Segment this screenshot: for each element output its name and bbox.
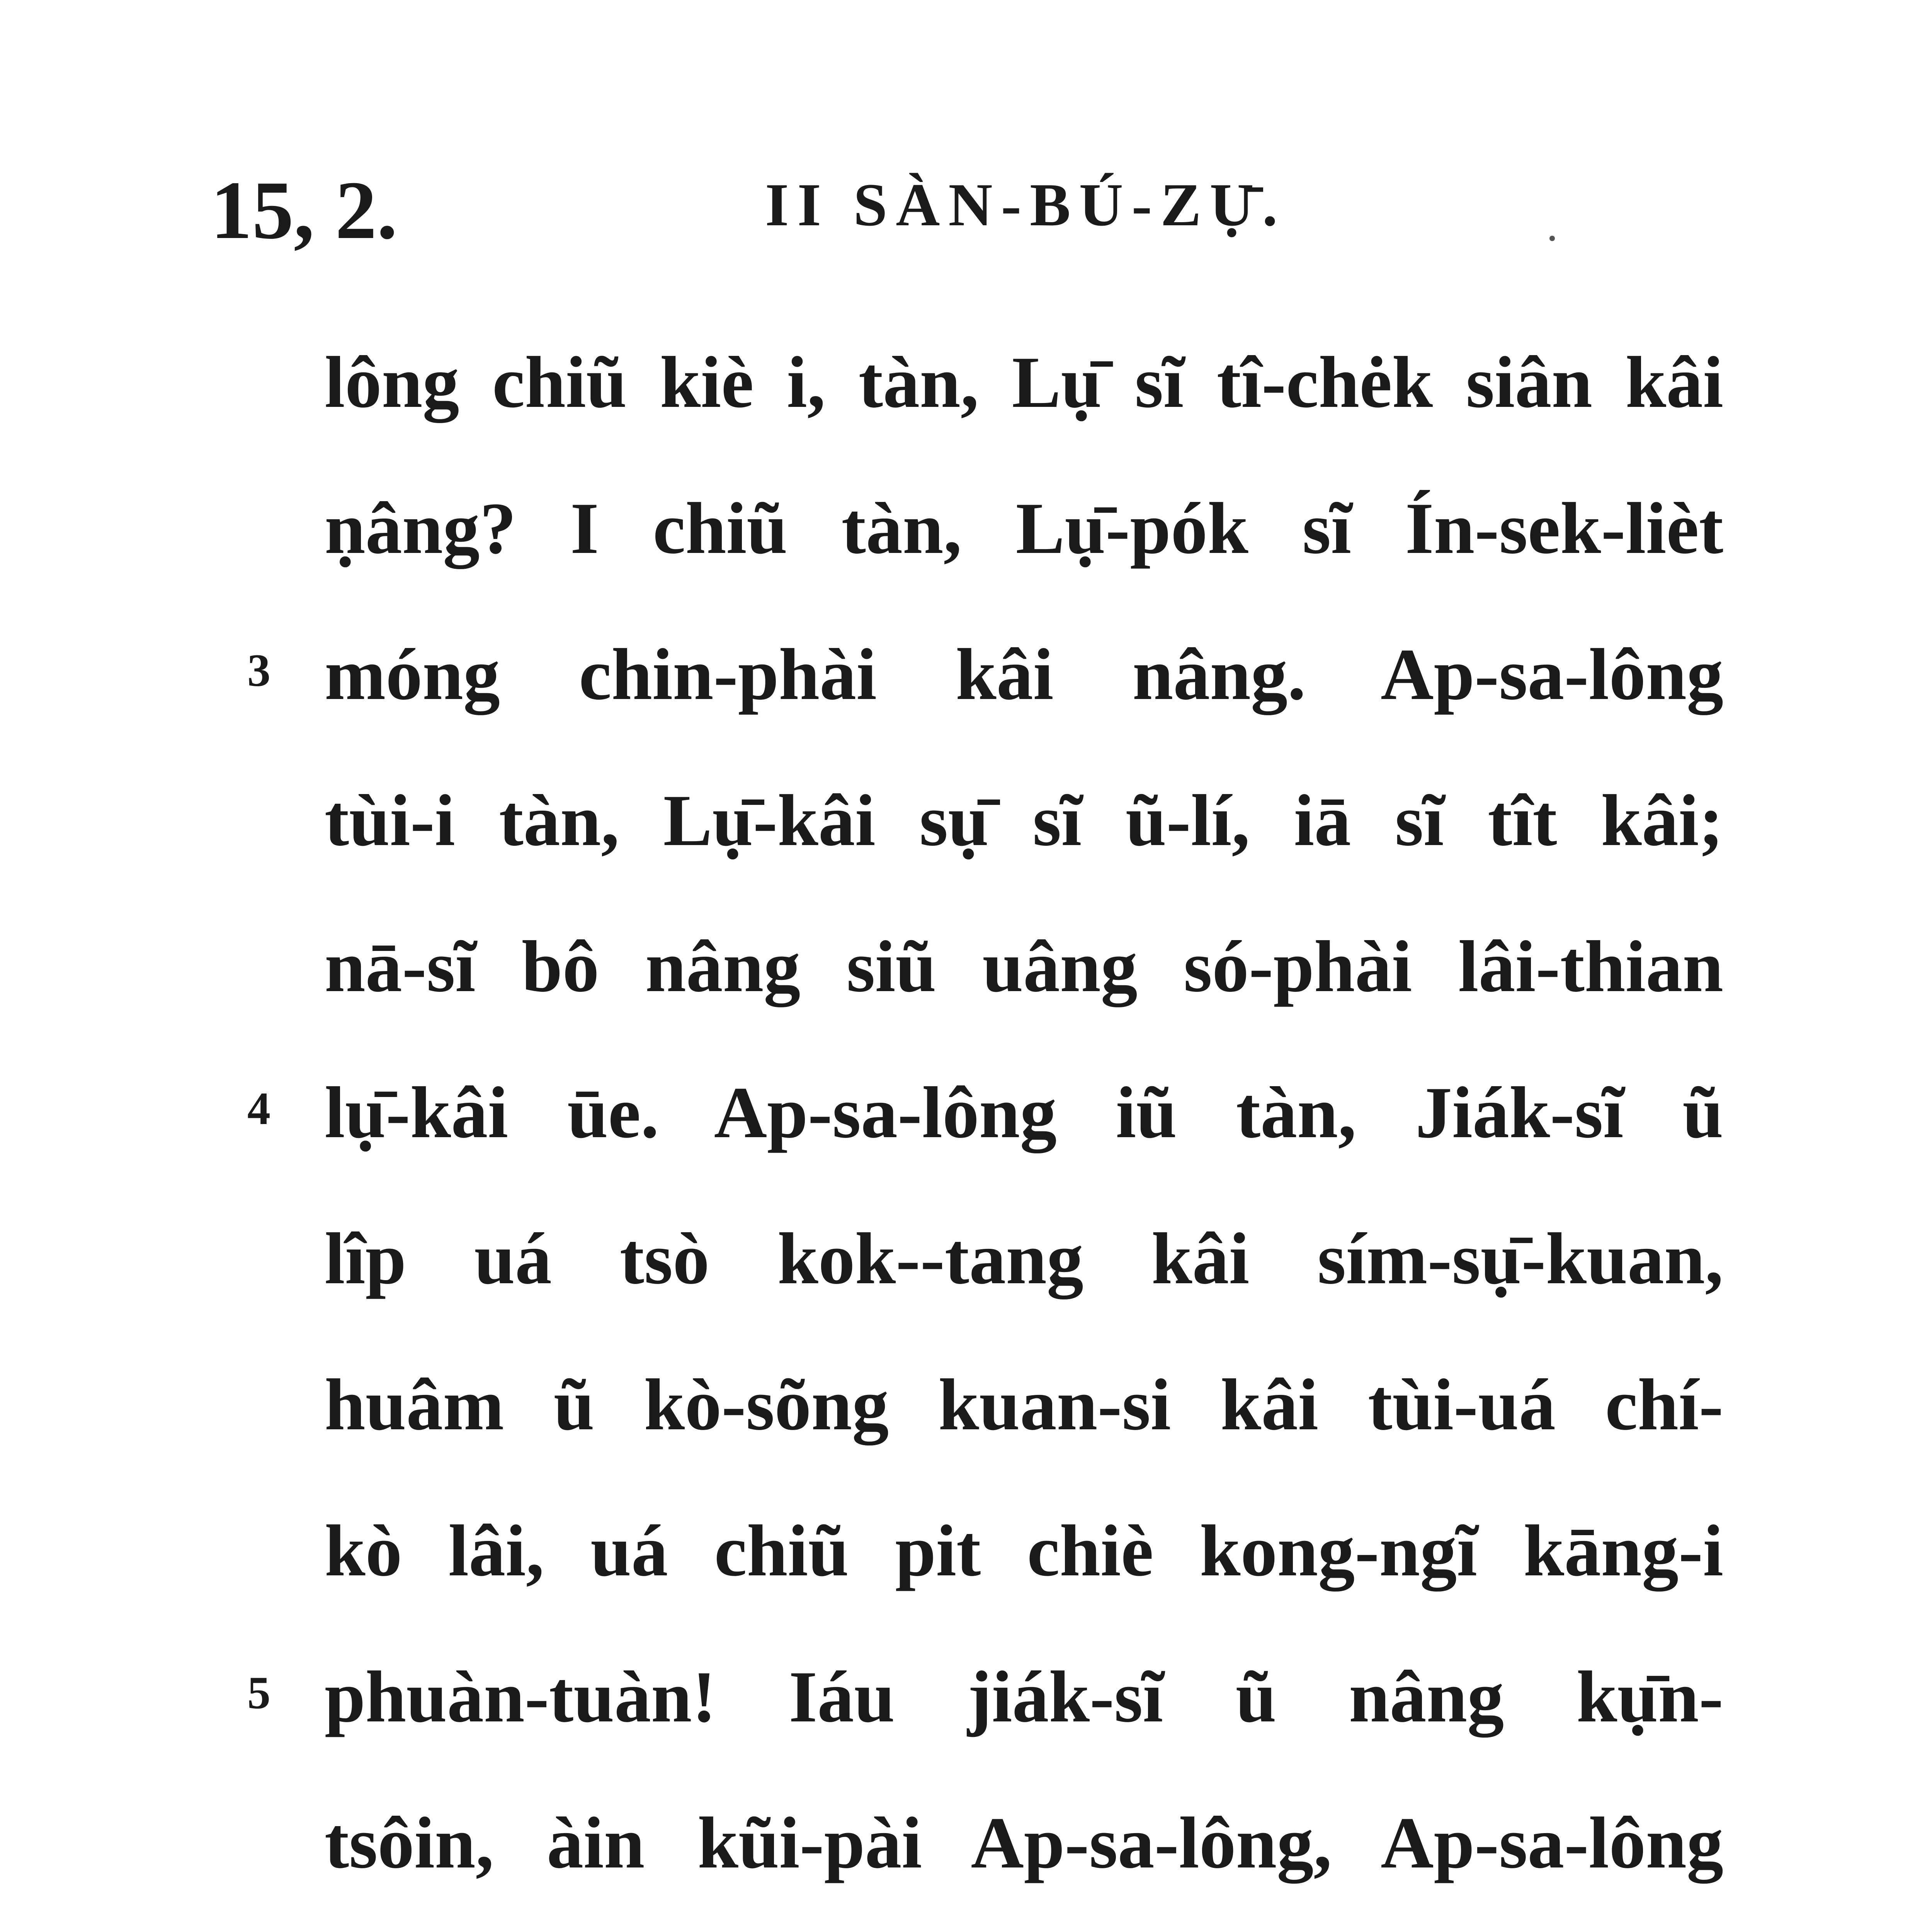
verse-number: 5 [247,1667,270,1718]
line-text: ṇâng? I chiũ tàn, Lụ̄-pók sĩ Ín-sek-lièt [325,488,1723,569]
text-line [0,325,1932,471]
stray-dot-mark [1549,236,1555,241]
text-line [0,617,1932,763]
page-header [0,162,1932,263]
text-line [0,1055,1932,1201]
text-line [0,1493,1932,1639]
text-line [0,1785,1932,1931]
text-line [0,1347,1932,1493]
line-text: lîp uá tsò kok--tang kâi sím-sụ̄-kuan, [325,1218,1723,1299]
line-text: lông chiũ kiè i, tàn, Lụ̄ sĩ tî-chėk siân kâi [325,342,1723,423]
text-line [0,1639,1932,1785]
text-line [0,909,1932,1055]
verse-number: 4 [247,1083,270,1134]
line-text: huâm ũ kò-sõng kuan-si kâi tùi-uá chí- [325,1364,1723,1446]
line-text: phuàn-tuàn! Iáu jiák-sĩ ũ nâng kụ̄n- [325,1656,1723,1738]
text-line [0,471,1932,617]
running-title: II SÀN-BÚ-ZỤ̄. [765,171,1286,239]
line-text: tsôin, àin kũi-pài Ap-sa-lông, Ap-sa-lông [325,1803,1723,1884]
line-text: móng chin-phài kâi nâng. Ap-sa-lông [325,634,1723,715]
body-text [0,325,1932,1932]
text-line [0,1201,1932,1347]
line-text: nā-sĩ bô nâng siũ uâng só-phài lâi-thian [325,926,1723,1007]
chapter-reference: 15, 2. [211,164,398,256]
text-line [0,763,1932,909]
line-text: kò lâi, uá chiũ pit chiè kong-ngĩ kāng-i [325,1510,1723,1592]
line-text: tùi-i tàn, Lụ̄-kâi sụ̄ sĩ ũ-lí, iā sĩ tît kâi; [325,780,1723,861]
line-text: lụ̄-kâi ūe. Ap-sa-lông iũ tàn, Jiák-sĩ ũ [325,1072,1723,1153]
verse-number: 3 [247,645,270,696]
